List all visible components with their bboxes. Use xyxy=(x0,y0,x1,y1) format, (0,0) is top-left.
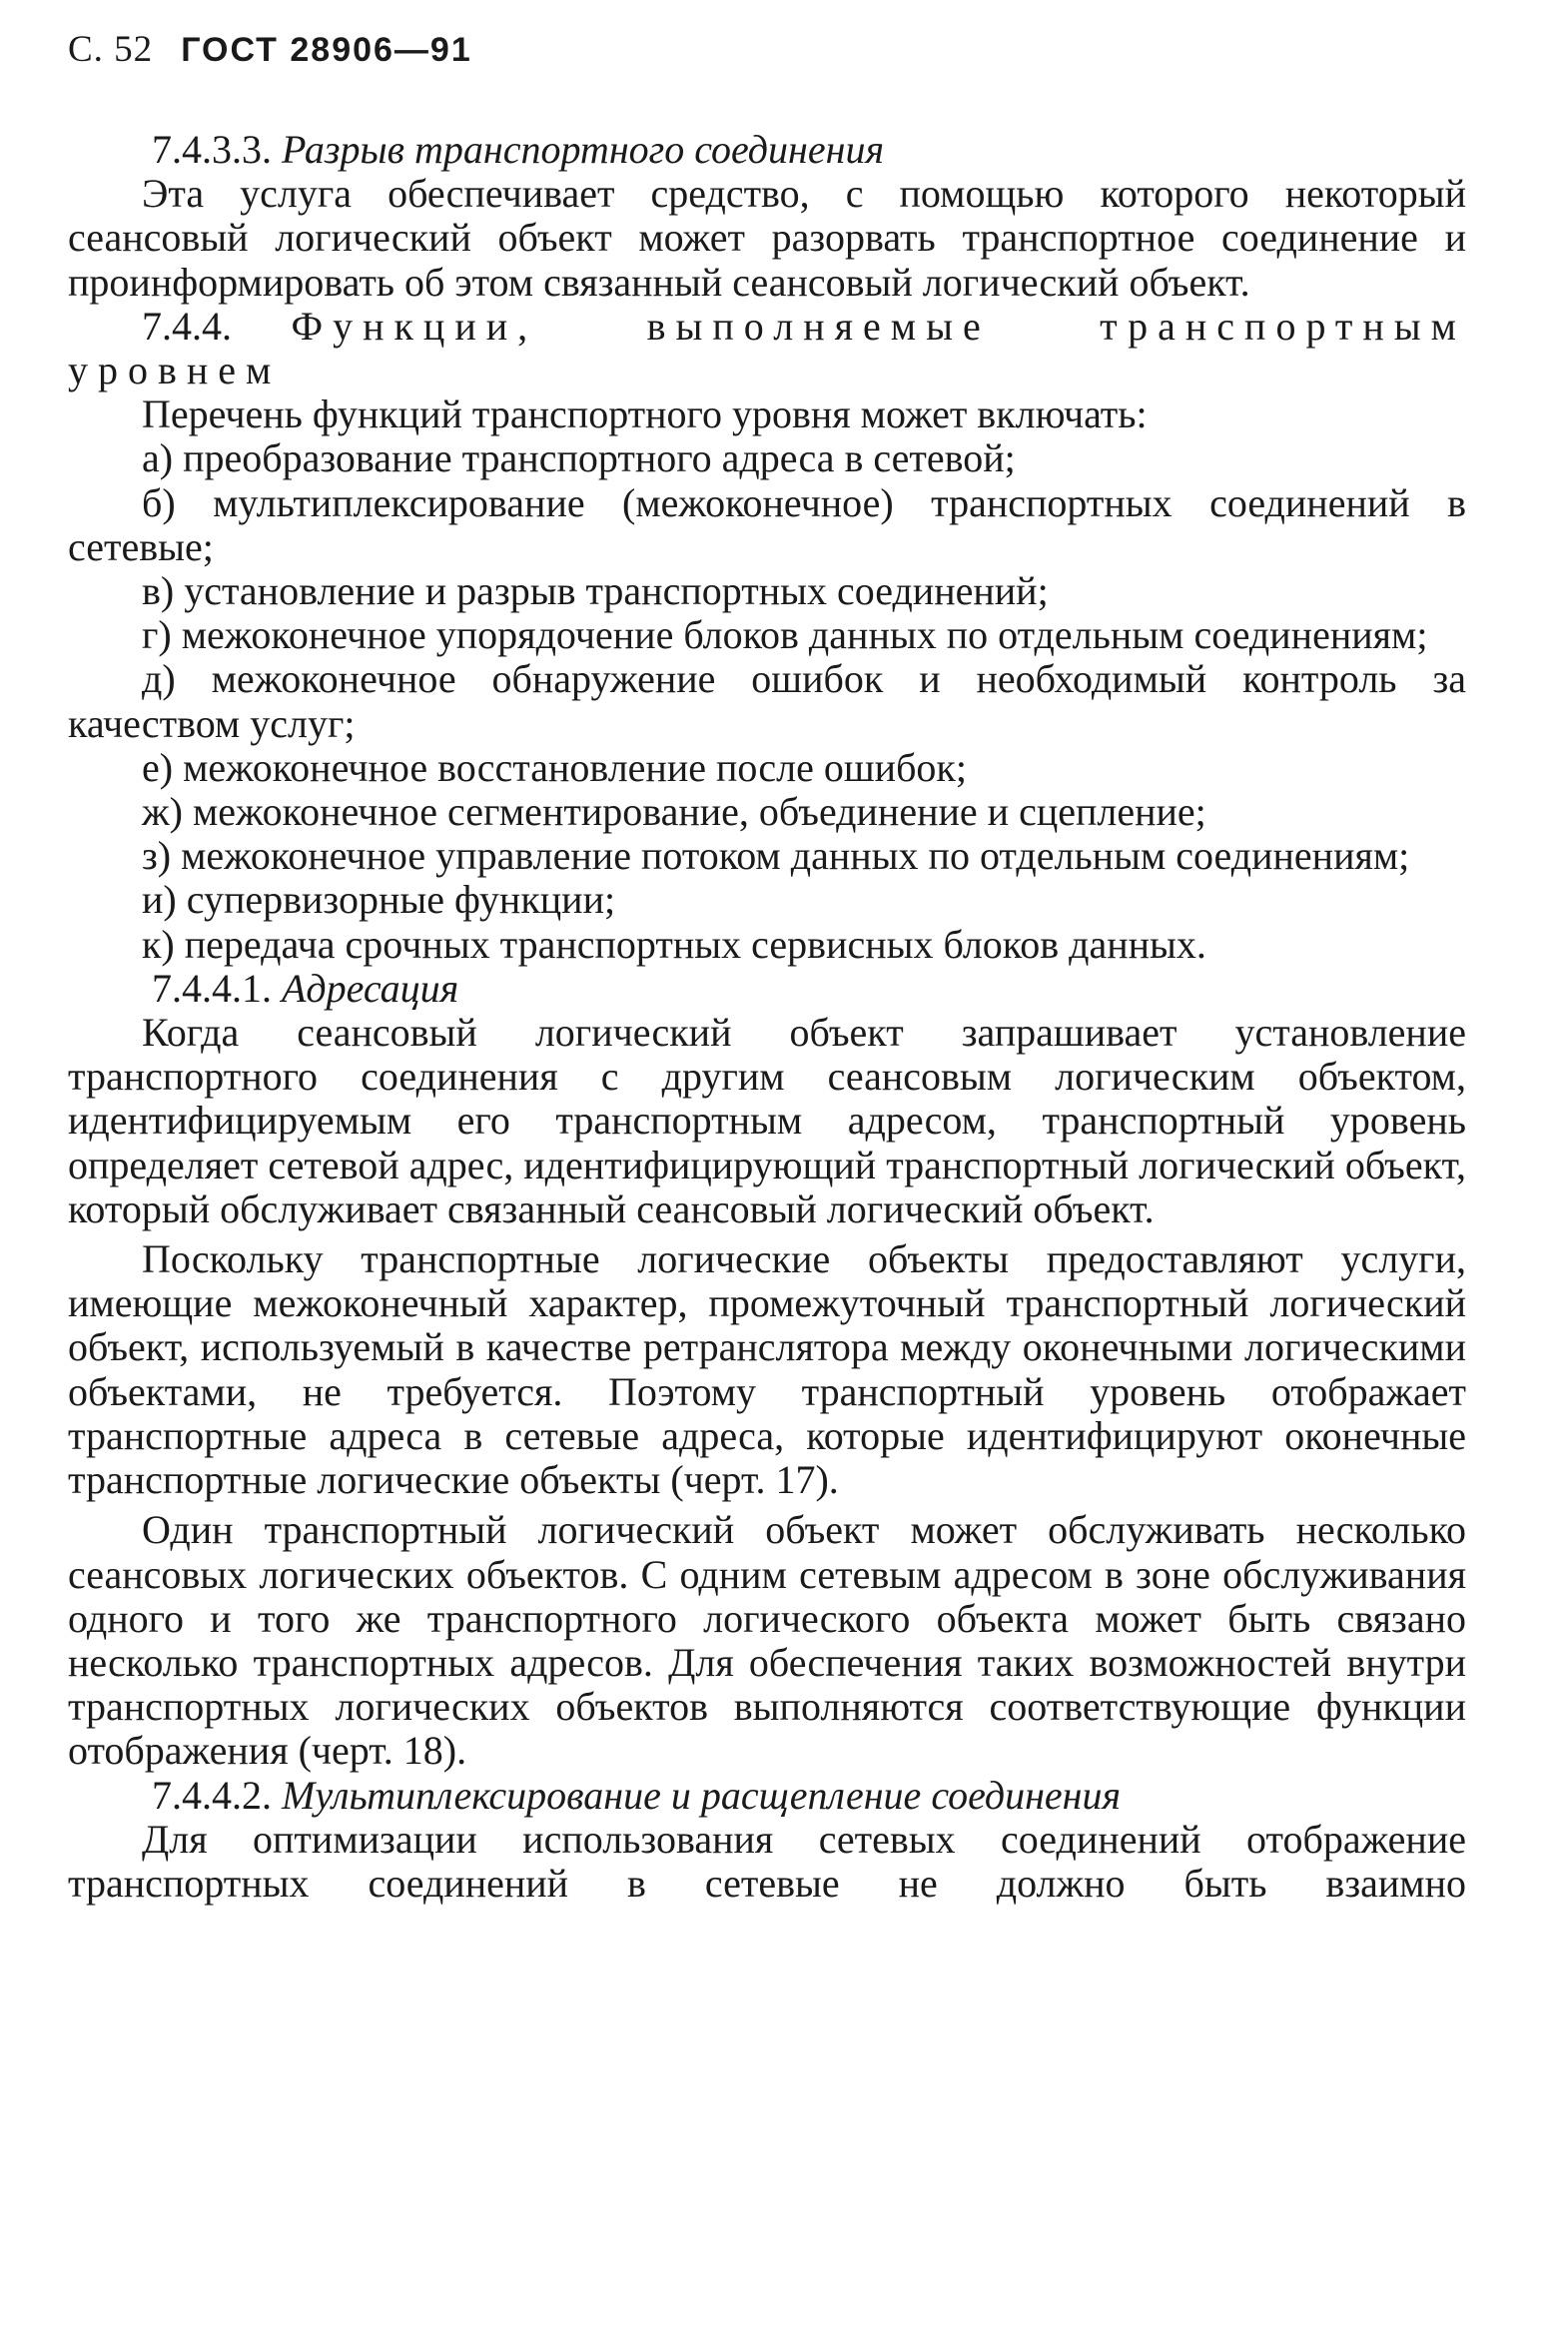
list-item: е) межоконечное восстановление после ошибок; xyxy=(142,744,967,790)
section-number: 7.4.4.1. xyxy=(152,965,272,1011)
section-number: 7.4.3.3. xyxy=(152,127,272,172)
section-744-intro: Перечень функций транспортного уровня может включать: xyxy=(142,391,1148,437)
list-item: к) передача срочных транспортных сервисных блоков данных. xyxy=(142,921,1206,967)
section-7433-text: Эта услуга обеспечивает средство, с помощью которого некоторый сеансовый логический объект может разорвать транспортное соединение и проинформировать об этом связанный сеансовый логический объект. xyxy=(68,171,1466,305)
section-title: Функции, выполняемые транспортным уровнем xyxy=(68,303,1466,393)
paragraph: Поскольку транспортные логические объекты предоставляют услуги, имеющие межоконечный характер, промежуточный транспортный логический объект, используемый в качестве ретранслятора между оконечными логическими объектами, не требуется. Поэтому транспортный уровень отображает транспортные адреса в сетевые адреса, которые идентифицируют оконечные транспортные логические объекты (черт. 17). xyxy=(68,1236,1466,1503)
standard-code: ГОСТ 28906—91 xyxy=(181,31,472,69)
section-title: Мультиплексирование и расщепление соединения xyxy=(282,1772,1122,1818)
section-7442-text: Для оптимизации использования сетевых соединений отображение транспортных соединений в сетевые не должно быть взаимно xyxy=(68,1816,1466,1906)
section-7442-heading xyxy=(68,1774,1466,1818)
section-title: Разрыв транспортного соединения xyxy=(282,127,885,172)
section-744-heading xyxy=(68,305,1466,392)
list-item: ж) межоконечное сегментирование, объединение и сцепление; xyxy=(142,789,1206,835)
section-number: 7.4.4. xyxy=(142,303,232,349)
paragraph: Один транспортный логический объект может обслуживать несколько сеансовых логических объектов. С одним сетевым адресом в зоне обслуживания одного и того же транспортного логического объекта может быть связано несколько транспортных адресов. Для обеспечения таких возможностей внутри транспортных логических объектов выполняются соответствующие функции отображения (черт. 18). xyxy=(68,1507,1466,1774)
page-number: С. 52 xyxy=(68,29,154,70)
page-header xyxy=(68,28,472,71)
list-item: а) преобразование транспортного адреса в сетевой; xyxy=(142,435,1016,481)
list-item: г) межоконечное упорядочение блоков данных по отдельным соединениям; xyxy=(142,612,1428,658)
list-item: в) установление и разрыв транспортных соединений; xyxy=(142,568,1049,614)
section-7441-heading xyxy=(68,967,1466,1011)
list-item: д) межоконечное обнаружение ошибок и необходимый контроль за качеством услуг; xyxy=(68,656,1466,746)
list-item: з) межоконечное управление потоком данных по отдельным соединениям; xyxy=(142,833,1410,879)
list-item: и) супервизорные функции; xyxy=(142,877,616,923)
page-content xyxy=(68,128,1466,1906)
paragraph: Когда сеансовый логический объект запрашивает установление транспортного соединения с другим сеансовым логическим объектом, идентифицируемым его транспортным адресом, транспортный уровень определяет сетевой адрес, идентифицирующий транспортный логический объект, который обслуживает связанный сеансовый логический объект. xyxy=(68,1010,1466,1231)
list-item: б) мультиплексирование (межоконечное) транспортных соединений в сетевые; xyxy=(68,479,1466,569)
section-7433-heading xyxy=(68,128,1466,172)
section-title: Адресация xyxy=(282,965,459,1011)
section-number: 7.4.4.2. xyxy=(152,1772,272,1818)
